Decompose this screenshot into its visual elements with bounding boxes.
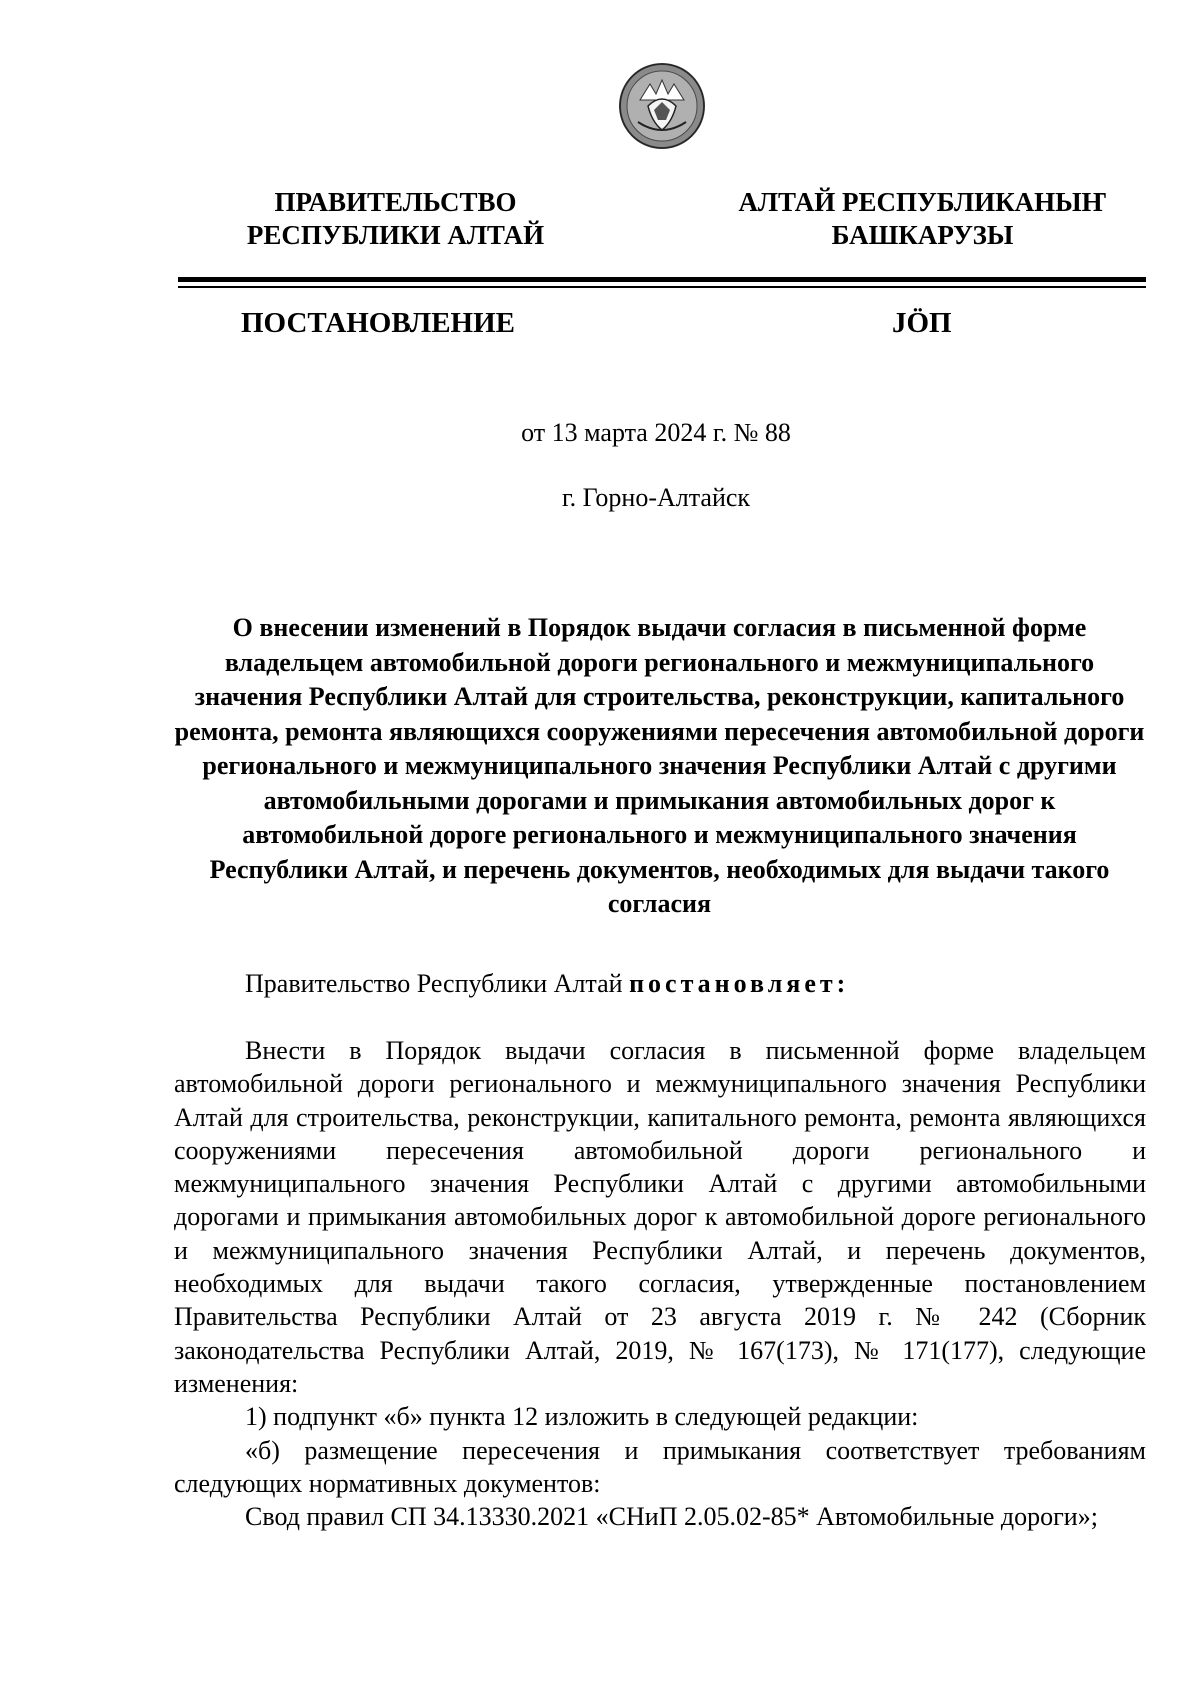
header-divider-thin bbox=[178, 286, 1146, 288]
body-paragraph-4: Свод правил СП 34.13330.2021 «СНиП 2.05.02-85* Автомобильные дороги»; bbox=[245, 1502, 1098, 1532]
header-left-line2: РЕСПУБЛИКИ АЛТАЙ bbox=[246, 220, 545, 250]
preamble bbox=[245, 968, 849, 1000]
doc-type-alt: JӦП bbox=[892, 307, 952, 339]
header-government-alt bbox=[735, 186, 1110, 252]
preamble-emphasis: постановляет: bbox=[629, 969, 850, 998]
body-paragraph-3: «б) размещение пересечения и примыкания соответствует требованиям следующих нормативных документов: bbox=[174, 1435, 1146, 1498]
doc-type-ru: ПОСТАНОВЛЕНИЕ bbox=[241, 307, 516, 339]
header-government-ru bbox=[228, 186, 563, 252]
header-right-line1: АЛТАЙ РЕСПУБЛИКАНЫҤ bbox=[738, 187, 1107, 217]
preamble-text: Правительство Республики Алтай bbox=[245, 969, 630, 998]
header-divider-thick bbox=[178, 277, 1146, 282]
body-paragraph-2: 1) подпункт «б» пункта 12 изложить в следующей редакции: bbox=[245, 1402, 919, 1432]
body-paragraph-1: Внести в Порядок выдачи согласия в письменной форме владельцем автомобильной дороги регионального и межмуниципального значения Республики Алтай для строительства, реконструкции, капитального ремонта, ремонта являющихся сооружениями пересечения автомобильной дороги регионального и межмуниципального значения Республики Алтай с другими автомобильными дорогами и примыкания автомобильных дорог к автомобильной дороге регионального и межмуниципального значения Республики Алтай, и перечень документов, необходимых для выдачи такого согласия, утвержденные постановлением Правительства Республики Алтай от 23 августа 2019 г. № 242 (Сборник законодательства Республики Алтай, 2019, № 167(173), № 171(177), следующие изменения: bbox=[174, 1036, 1146, 1398]
doc-heading: О внесении изменений в Порядок выдачи согласия в письменной форме владельцем автомобильной дороги регионального и межмуниципального значения Республики Алтай для строительства, реконструкции, капитального ремонта, ремонта являющихся сооружениями пересечения автомобильной дороги регионального и межмуниципального значения Республики Алтай с другими автомобильными дорогами и примыкания автомобильных дорог к автомобильной дороге регионального и межмуниципального значения Республики Алтай, и перечень документов, необходимых для выдачи такого согласия bbox=[174, 613, 1145, 918]
coat-of-arms-icon bbox=[618, 62, 706, 150]
doc-body bbox=[174, 1034, 1146, 1533]
header-left-line1: ПРАВИТЕЛЬСТВО bbox=[274, 187, 517, 217]
header-right-line2: БАШКАРУЗЫ bbox=[831, 220, 1014, 250]
doc-date-number: от 13 марта 2024 г. № 88 bbox=[521, 418, 791, 447]
doc-city: г. Горно-Алтайск bbox=[561, 483, 751, 512]
